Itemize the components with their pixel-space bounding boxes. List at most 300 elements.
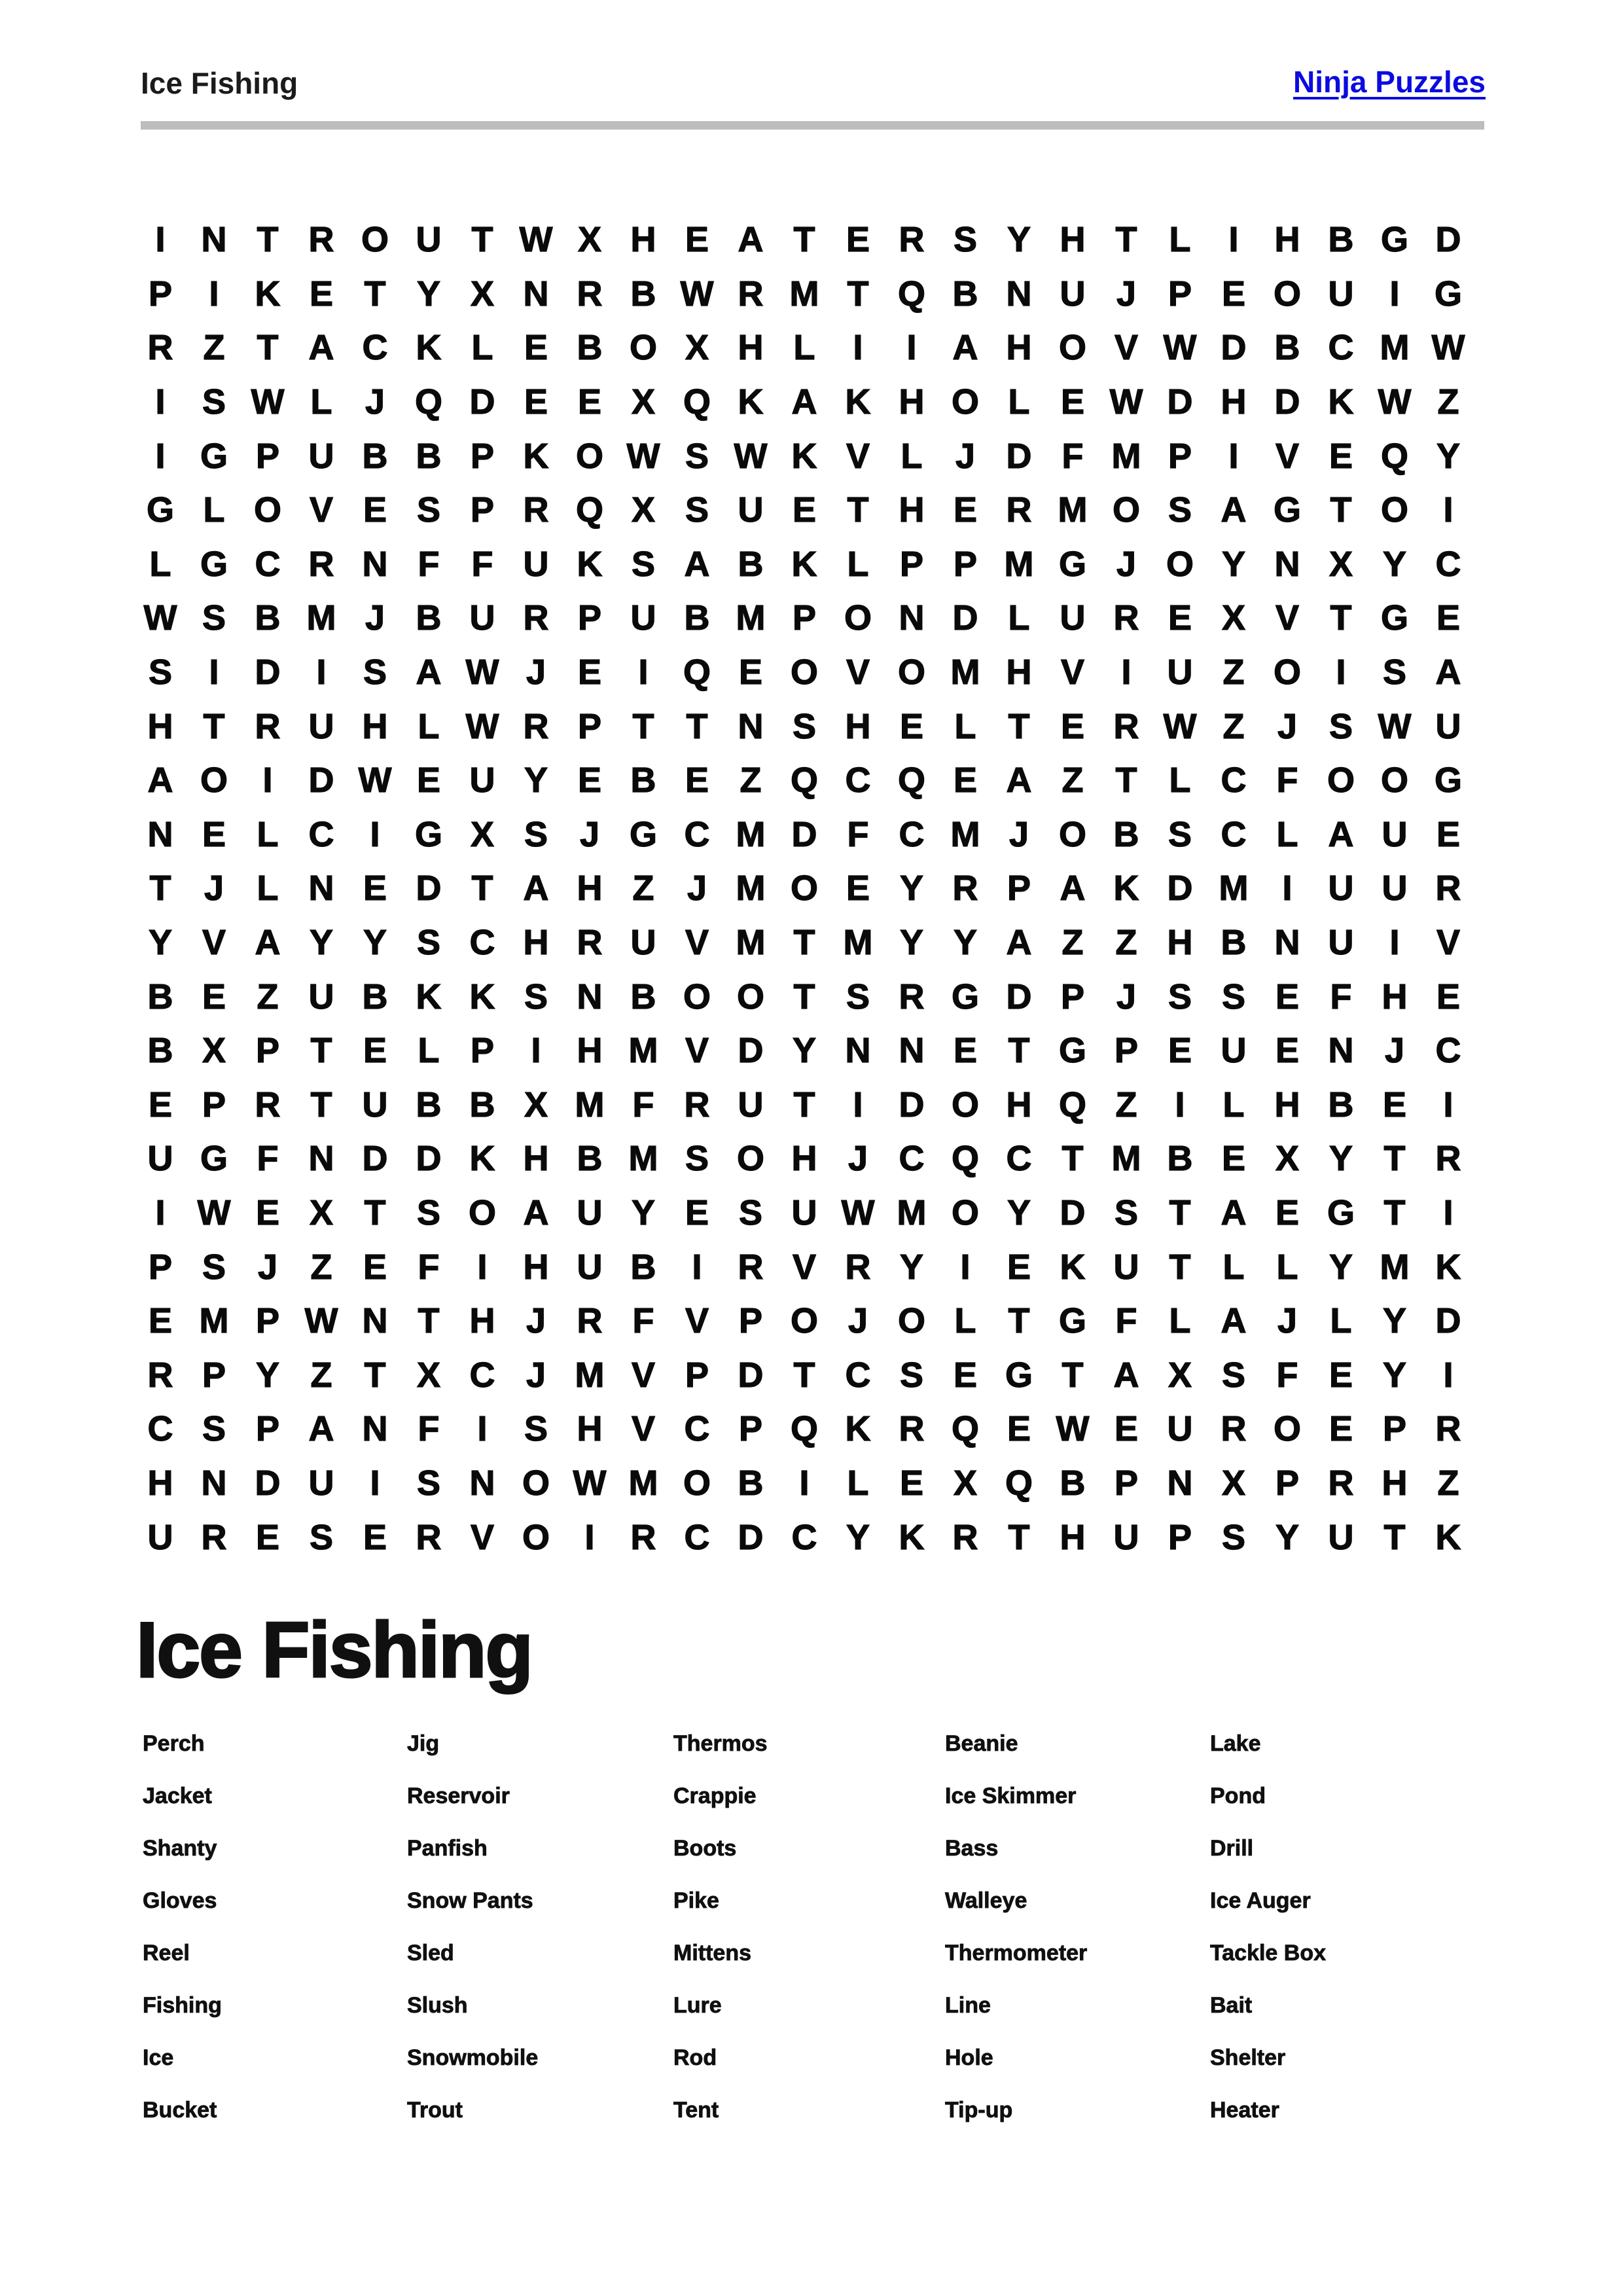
grid-letter: U xyxy=(1167,1409,1193,1449)
grid-letter: E xyxy=(577,653,602,692)
grid-letter: L xyxy=(1169,220,1191,260)
grid-letter: M xyxy=(1380,328,1410,368)
grid-letter: L xyxy=(954,1301,976,1341)
word-item: Shelter xyxy=(1210,2045,1286,2070)
grid-letter: O xyxy=(844,598,872,638)
grid-letter: M xyxy=(628,1139,658,1179)
grid-letter: O xyxy=(1327,761,1355,800)
grid-letter: W xyxy=(1378,706,1412,746)
grid-letter: L xyxy=(1169,1301,1191,1341)
grid-letter: T xyxy=(847,490,869,530)
word-item: Pond xyxy=(1210,1783,1266,1808)
grid-letter: F xyxy=(1061,436,1084,476)
grid-letter: L xyxy=(471,328,493,368)
grid-letter: O xyxy=(361,220,389,260)
grid-letter: E xyxy=(255,1517,280,1557)
grid-letter: C xyxy=(1435,1031,1461,1071)
grid-letter: T xyxy=(149,869,171,908)
grid-letter: N xyxy=(308,1139,334,1179)
grid-letter: N xyxy=(1167,1463,1193,1503)
word-item: Tip-up xyxy=(945,2097,1013,2123)
grid-letter: R xyxy=(1435,1409,1461,1449)
grid-letter: M xyxy=(736,814,766,854)
grid-letter: F xyxy=(847,814,869,854)
grid-letter: U xyxy=(1382,814,1408,854)
grid-letter: C xyxy=(845,761,871,800)
grid-letter: S xyxy=(1221,1517,1246,1557)
grid-letter: I xyxy=(370,814,380,854)
grid-letter: O xyxy=(897,653,925,692)
grid-letter: N xyxy=(1274,544,1300,584)
grid-letter: R xyxy=(147,1355,173,1395)
grid-letter: N xyxy=(577,977,603,1016)
grid-letter: Y xyxy=(309,923,334,963)
grid-letter: S xyxy=(416,1193,441,1232)
grid-letter: F xyxy=(257,1139,279,1179)
grid-letter: O xyxy=(1380,761,1408,800)
grid-letter: S xyxy=(416,490,441,530)
grid-letter: G xyxy=(200,436,228,476)
word-item: Reel xyxy=(143,1940,190,1965)
grid-letter: W xyxy=(626,436,660,476)
word-item: Reservoir xyxy=(407,1783,510,1808)
grid-letter: K xyxy=(577,544,603,584)
grid-letter: F xyxy=(1276,1355,1298,1395)
grid-letter: U xyxy=(308,1463,334,1503)
grid-letter: T xyxy=(310,1085,332,1124)
grid-letter: Y xyxy=(899,923,924,963)
grid-letter: P xyxy=(899,544,924,584)
grid-letter: T xyxy=(418,1301,440,1341)
grid-letter: O xyxy=(253,490,281,530)
grid-letter: B xyxy=(147,977,173,1016)
grid-letter: D xyxy=(791,814,817,854)
grid-letter: H xyxy=(1167,923,1193,963)
grid-letter: H xyxy=(523,1247,549,1287)
grid-letter: E xyxy=(1114,1409,1139,1449)
grid-letter: H xyxy=(577,869,603,908)
grid-letter: P xyxy=(470,1031,495,1071)
grid-letter: L xyxy=(257,869,279,908)
grid-letter: L xyxy=(1222,1247,1245,1287)
grid-letter: J xyxy=(1116,274,1137,314)
brand-link[interactable]: Ninja Puzzles xyxy=(1293,65,1486,99)
grid-letter: T xyxy=(310,1031,332,1071)
grid-letter: B xyxy=(416,598,442,638)
grid-letter: P xyxy=(255,1301,280,1341)
grid-letter: R xyxy=(952,1517,978,1557)
grid-letter: A xyxy=(952,328,978,368)
grid-letter: J xyxy=(1277,1301,1298,1341)
grid-letter: T xyxy=(793,923,815,963)
grid-letter: I xyxy=(1389,923,1400,963)
grid-letter: B xyxy=(255,598,281,638)
grid-letter: D xyxy=(1274,382,1300,422)
grid-letter: U xyxy=(791,1193,817,1232)
grid-letter: T xyxy=(793,1085,815,1124)
grid-letter: A xyxy=(308,328,334,368)
grid-letter: C xyxy=(362,328,388,368)
grid-letter: N xyxy=(362,544,388,584)
grid-letter: V xyxy=(470,1517,495,1557)
grid-letter: Y xyxy=(953,923,978,963)
grid-letter: T xyxy=(793,1355,815,1395)
grid-letter: X xyxy=(416,1355,441,1395)
grid-letter: Y xyxy=(1436,436,1461,476)
grid-letter: I xyxy=(1336,653,1346,692)
grid-letter: B xyxy=(1060,1463,1086,1503)
grid-letter: O xyxy=(736,1139,764,1179)
grid-letter: G xyxy=(1327,1193,1355,1232)
grid-letter: U xyxy=(1328,274,1354,314)
grid-letter: F xyxy=(632,1301,654,1341)
grid-letter: L xyxy=(149,544,171,584)
grid-letter: T xyxy=(847,274,869,314)
grid-letter: A xyxy=(684,544,710,584)
grid-letter: X xyxy=(577,220,602,260)
grid-letter: H xyxy=(1221,382,1247,422)
grid-letter: M xyxy=(736,923,766,963)
grid-letter: M xyxy=(789,274,819,314)
grid-letter: E xyxy=(202,814,226,854)
grid-letter: I xyxy=(1282,869,1293,908)
word-column xyxy=(143,1717,407,2136)
grid-letter: X xyxy=(685,328,709,368)
grid-letter: M xyxy=(736,598,766,638)
grid-letter: B xyxy=(1113,814,1139,854)
grid-letter: Q xyxy=(790,761,818,800)
grid-letter: E xyxy=(1329,1409,1353,1449)
grid-letter: R xyxy=(147,328,173,368)
grid-letter: Q xyxy=(1380,436,1408,476)
grid-letter: S xyxy=(202,1409,226,1449)
word-item: Hole xyxy=(945,2045,993,2070)
grid-letter: X xyxy=(631,490,656,530)
grid-letter: O xyxy=(1166,544,1194,584)
grid-letter: I xyxy=(1443,490,1454,530)
grid-letter: U xyxy=(738,1085,764,1124)
grid-letter: V xyxy=(1436,923,1461,963)
grid-letter: G xyxy=(1058,1031,1086,1071)
grid-letter: I xyxy=(209,274,219,314)
word-item: Perch xyxy=(143,1731,205,1756)
grid-letter: K xyxy=(416,328,442,368)
word-item: Snow Pants xyxy=(407,1888,533,1913)
grid-letter: S xyxy=(846,977,870,1016)
grid-letter: E xyxy=(1329,1355,1353,1395)
grid-letter: U xyxy=(308,706,334,746)
grid-letter: C xyxy=(899,814,925,854)
grid-letter: W xyxy=(304,1301,338,1341)
grid-letter: I xyxy=(906,328,917,368)
grid-letter: Z xyxy=(310,1355,332,1395)
grid-letter: B xyxy=(362,977,388,1016)
grid-letter: F xyxy=(1115,1301,1137,1341)
grid-letter: U xyxy=(1382,869,1408,908)
grid-letter: E xyxy=(577,761,602,800)
grid-letter: R xyxy=(308,544,334,584)
grid-letter: K xyxy=(845,1409,871,1449)
grid-letter: A xyxy=(1221,490,1247,530)
grid-letter: H xyxy=(362,706,388,746)
grid-letter: J xyxy=(1277,706,1298,746)
grid-letter: L xyxy=(793,328,815,368)
grid-letter: V xyxy=(1275,436,1300,476)
grid-letter: C xyxy=(308,814,334,854)
grid-letter: P xyxy=(148,274,173,314)
grid-letter: W xyxy=(680,274,714,314)
grid-letter: E xyxy=(1436,598,1461,638)
grid-letter: J xyxy=(365,598,385,638)
grid-letter: W xyxy=(519,220,553,260)
grid-letter: E xyxy=(202,977,226,1016)
grid-letter: H xyxy=(1006,1085,1032,1124)
grid-letter: Y xyxy=(1007,220,1031,260)
grid-letter: C xyxy=(684,1409,710,1449)
grid-letter: V xyxy=(202,923,226,963)
grid-letter: Z xyxy=(632,869,654,908)
grid-letter: J xyxy=(955,436,976,476)
word-column xyxy=(407,1717,673,2136)
grid-letter: R xyxy=(1328,1463,1354,1503)
grid-letter: S xyxy=(1114,1193,1139,1232)
grid-letter: E xyxy=(1168,598,1192,638)
grid-letter: I xyxy=(370,1463,380,1503)
grid-letter: M xyxy=(575,1085,605,1124)
grid-letter: E xyxy=(363,1517,387,1557)
grid-letter: K xyxy=(1060,1247,1086,1287)
grid-letter: O xyxy=(1058,328,1086,368)
grid-letter: S xyxy=(309,1517,334,1557)
word-item: Line xyxy=(945,1992,991,2018)
grid-letter: H xyxy=(1274,1085,1300,1124)
grid-letter: E xyxy=(1168,1031,1192,1071)
grid-letter: B xyxy=(630,977,656,1016)
word-item: Lure xyxy=(673,1992,722,2018)
grid-letter: A xyxy=(416,653,442,692)
grid-letter: U xyxy=(523,544,549,584)
grid-letter: C xyxy=(791,1517,817,1557)
grid-letter: K xyxy=(899,1517,925,1557)
grid-letter: N xyxy=(523,274,549,314)
grid-letter: A xyxy=(1006,761,1032,800)
grid-letter: V xyxy=(631,1409,656,1449)
grid-letter: E xyxy=(1329,436,1353,476)
grid-letter: N xyxy=(1328,1031,1354,1071)
grid-letter: A xyxy=(523,1193,549,1232)
grid-letter: U xyxy=(362,1085,388,1124)
grid-letter: I xyxy=(155,1193,166,1232)
grid-letter: J xyxy=(204,869,224,908)
grid-letter: L xyxy=(257,814,279,854)
grid-letter: A xyxy=(738,220,764,260)
grid-letter: I xyxy=(1389,274,1400,314)
grid-letter: G xyxy=(200,1139,228,1179)
word-column xyxy=(1210,1717,1472,2136)
grid-letter: P xyxy=(470,490,495,530)
grid-letter: D xyxy=(362,1139,388,1179)
word-item: Sled xyxy=(407,1940,454,1965)
grid-letter: R xyxy=(952,869,978,908)
grid-letter: J xyxy=(1008,814,1029,854)
grid-letter: I xyxy=(155,382,166,422)
grid-letter: S xyxy=(363,653,387,692)
grid-letter: B xyxy=(416,436,442,476)
word-item: Rod xyxy=(673,2045,717,2070)
grid-letter: F xyxy=(471,544,493,584)
grid-letter: L xyxy=(203,490,225,530)
word-item: Jig xyxy=(407,1731,440,1756)
grid-letter: S xyxy=(1329,706,1353,746)
grid-letter: P xyxy=(148,1247,173,1287)
grid-letter: N xyxy=(469,1463,495,1503)
grid-letter: A xyxy=(1328,814,1354,854)
grid-letter: O xyxy=(951,1193,979,1232)
grid-letter: H xyxy=(1006,653,1032,692)
grid-letter: C xyxy=(1221,761,1247,800)
grid-letter: B xyxy=(577,328,603,368)
grid-letter: R xyxy=(1113,706,1139,746)
grid-letter: E xyxy=(148,1085,173,1124)
grid-letter: T xyxy=(471,220,493,260)
grid-letter: H xyxy=(791,1139,817,1179)
grid-letter: A xyxy=(1435,653,1461,692)
grid-letter: B xyxy=(630,274,656,314)
grid-letter: R xyxy=(523,706,549,746)
grid-letter: K xyxy=(255,274,281,314)
grid-letter: R xyxy=(899,977,925,1016)
grid-letter: R xyxy=(899,1409,925,1449)
word-item: Gloves xyxy=(143,1888,217,1913)
grid-letter: E xyxy=(577,382,602,422)
grid-letter: Q xyxy=(897,274,925,314)
grid-letter: P xyxy=(1114,1463,1139,1503)
grid-letter: A xyxy=(1060,869,1086,908)
word-item: Pike xyxy=(673,1888,719,1913)
grid-letter: P xyxy=(255,1409,280,1449)
grid-letter: E xyxy=(1060,706,1085,746)
grid-letter: H xyxy=(1382,1463,1408,1503)
grid-letter: W xyxy=(1378,382,1412,422)
grid-letter: E xyxy=(1275,1193,1300,1232)
grid-letter: U xyxy=(308,977,334,1016)
grid-letter: T xyxy=(1061,1355,1084,1395)
grid-letter: B xyxy=(630,1247,656,1287)
grid-letter: E xyxy=(685,761,709,800)
grid-letter: P xyxy=(685,1355,709,1395)
grid-letter: E xyxy=(1275,1031,1300,1071)
grid-letter: I xyxy=(155,436,166,476)
grid-letter: E xyxy=(899,1463,924,1503)
grid-letter: S xyxy=(899,1355,924,1395)
grid-letter: E xyxy=(524,328,548,368)
grid-letter: D xyxy=(1006,977,1032,1016)
grid-letter: I xyxy=(1175,1085,1185,1124)
grid-letter: T xyxy=(1330,598,1352,638)
grid-letter: O xyxy=(575,436,603,476)
grid-letter: P xyxy=(738,1301,763,1341)
grid-letter: K xyxy=(469,1139,495,1179)
grid-letter: U xyxy=(1060,274,1086,314)
grid-letter: D xyxy=(738,1355,764,1395)
grid-letter: E xyxy=(738,653,763,692)
grid-letter: J xyxy=(579,814,600,854)
grid-letter: I xyxy=(1228,220,1239,260)
grid-letter: E xyxy=(416,761,441,800)
grid-letter: U xyxy=(1435,706,1461,746)
grid-letter: T xyxy=(1008,1301,1030,1341)
grid-letter: J xyxy=(526,653,546,692)
grid-letter: Y xyxy=(1382,544,1407,584)
grid-letter: H xyxy=(523,923,549,963)
grid-letter: Y xyxy=(1382,1355,1407,1395)
grid-letter: Q xyxy=(790,1409,818,1449)
grid-letter: O xyxy=(200,761,228,800)
grid-letter: O xyxy=(951,382,979,422)
word-item: Thermometer xyxy=(945,1940,1088,1965)
grid-letter: I xyxy=(1443,1085,1454,1124)
word-item: Mittens xyxy=(673,1940,751,1965)
grid-letter: R xyxy=(308,220,334,260)
grid-letter: F xyxy=(1276,761,1298,800)
grid-letter: R xyxy=(1221,1409,1247,1449)
grid-letter: F xyxy=(418,1409,440,1449)
grid-letter: E xyxy=(792,490,817,530)
grid-letter: B xyxy=(1167,1139,1193,1179)
grid-letter: Q xyxy=(1005,1463,1033,1503)
grid-letter: F xyxy=(632,1085,654,1124)
grid-letter: O xyxy=(1273,653,1301,692)
grid-letter: N xyxy=(899,1031,925,1071)
grid-letter: I xyxy=(853,1085,863,1124)
grid-letter: W xyxy=(1163,706,1197,746)
grid-letter: Y xyxy=(1221,544,1246,584)
grid-letter: Z xyxy=(1222,706,1245,746)
grid-letter: Z xyxy=(1115,1085,1137,1124)
grid-letter: U xyxy=(1328,1517,1354,1557)
grid-letter: S xyxy=(1168,977,1192,1016)
grid-letter: H xyxy=(577,1031,603,1071)
grid-letter: W xyxy=(1109,382,1143,422)
grid-letter: T xyxy=(1383,1517,1406,1557)
grid-letter: D xyxy=(416,1139,442,1179)
grid-letter: M xyxy=(1111,1139,1141,1179)
grid-letter: I xyxy=(584,1517,595,1557)
grid-letter: I xyxy=(262,761,273,800)
word-item: Bait xyxy=(1210,1992,1253,2018)
word-item: Lake xyxy=(1210,1731,1261,1756)
grid-letter: D xyxy=(899,1085,925,1124)
word-item: Walleye xyxy=(945,1888,1027,1913)
grid-letter: P xyxy=(470,436,495,476)
grid-letter: E xyxy=(1436,977,1461,1016)
grid-letter: U xyxy=(738,490,764,530)
grid-letter: Z xyxy=(1115,923,1137,963)
grid-letter: D xyxy=(738,1031,764,1071)
grid-letter: G xyxy=(1380,220,1408,260)
grid-letter: G xyxy=(951,977,979,1016)
grid-letter: N xyxy=(1006,274,1032,314)
grid-letter: L xyxy=(901,436,923,476)
grid-letter: X xyxy=(470,814,495,854)
grid-letter: H xyxy=(147,1463,173,1503)
grid-letter: E xyxy=(1436,814,1461,854)
grid-letter: T xyxy=(1383,1139,1406,1179)
word-item: Shanty xyxy=(143,1835,217,1861)
word-item: Jacket xyxy=(143,1783,212,1808)
grid-letter: H xyxy=(845,706,871,746)
grid-letter: H xyxy=(523,1139,549,1179)
